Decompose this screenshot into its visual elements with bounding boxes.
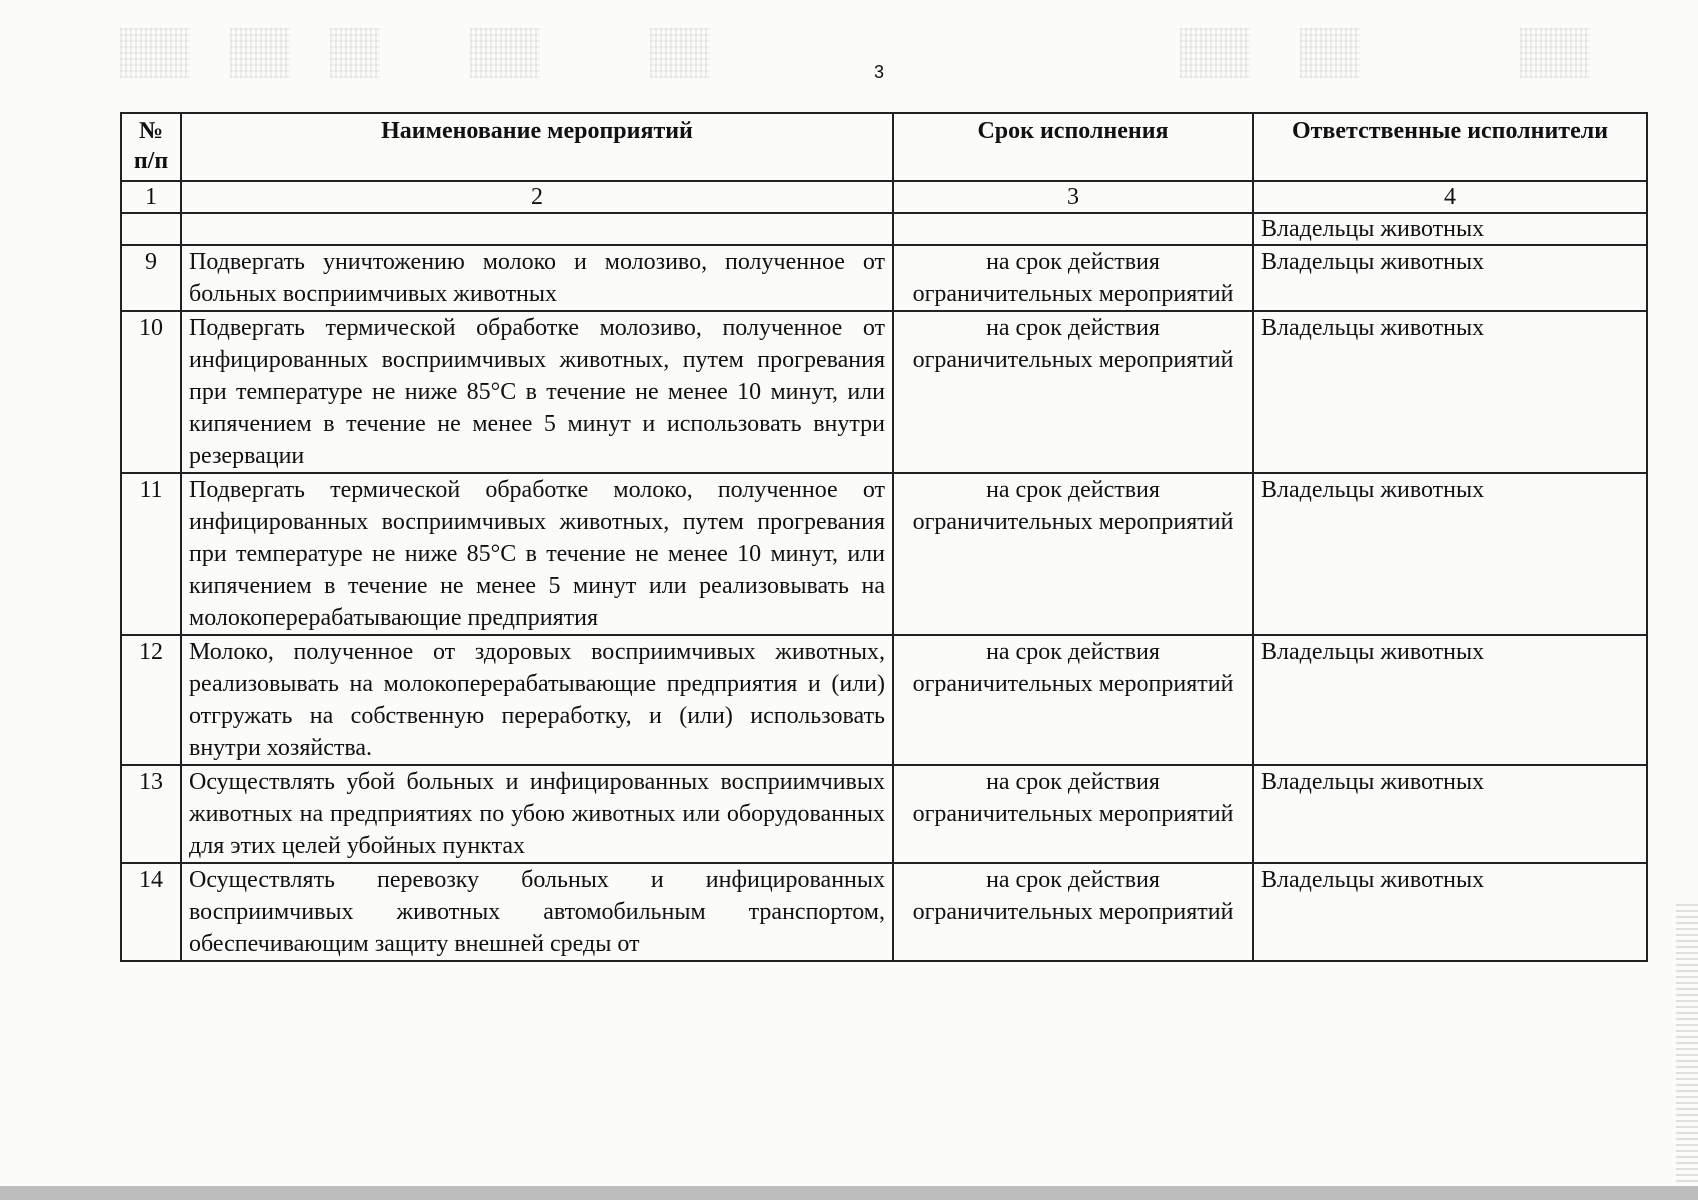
term-cell: на срок действия ограничительных мероприятий [893, 311, 1253, 473]
scan-noise [330, 28, 380, 78]
empty-cell [893, 213, 1253, 245]
continuation-row [121, 213, 1647, 245]
empty-cell [181, 213, 893, 245]
column-index-row [121, 181, 1647, 213]
header-name: Наименование мероприятий [181, 113, 893, 181]
row-number: 14 [121, 863, 181, 961]
column-index: 3 [893, 181, 1253, 213]
row-number: 11 [121, 473, 181, 635]
table-row [121, 245, 1647, 311]
measure-name: Подвергать термической обработке молоко, полученное от инфицированных восприимчивых животных, путем прогревания при температуре не ниже 85°С в течение не менее 10 минут, или кипячением в течение не менее 5 минут или реализовывать на молокоперерабатывающие предприятия [181, 473, 893, 635]
scan-noise [1676, 900, 1698, 1200]
header-num: № п/п [121, 113, 181, 181]
scan-noise [1520, 28, 1590, 78]
scan-noise [650, 28, 710, 78]
measure-name: Молоко, полученное от здоровых восприимчивых животных, реализовывать на молокоперерабатывающие предприятия и (или) отгружать на собственную переработку, и (или) использовать внутри хозяйства. [181, 635, 893, 765]
responsible-cell: Владельцы животных [1253, 311, 1647, 473]
measures-table [120, 112, 1648, 962]
term-cell: на срок действия ограничительных мероприятий [893, 245, 1253, 311]
term-cell: на срок действия ограничительных мероприятий [893, 765, 1253, 863]
scan-noise [120, 28, 190, 78]
scan-noise [470, 28, 540, 78]
measure-name: Подвергать уничтожению молоко и молозиво, полученное от больных восприимчивых животных [181, 245, 893, 311]
column-index: 1 [121, 181, 181, 213]
row-number: 9 [121, 245, 181, 311]
term-cell: на срок действия ограничительных мероприятий [893, 863, 1253, 961]
table-row [121, 473, 1647, 635]
column-index: 2 [181, 181, 893, 213]
table-row [121, 311, 1647, 473]
page-number: 3 [874, 62, 885, 82]
responsible-cell: Владельцы животных [1253, 765, 1647, 863]
row-number: 10 [121, 311, 181, 473]
responsible-cell: Владельцы животных [1253, 213, 1647, 245]
row-number: 13 [121, 765, 181, 863]
term-cell: на срок действия ограничительных мероприятий [893, 635, 1253, 765]
table-header-row [121, 113, 1647, 181]
responsible-cell: Владельцы животных [1253, 863, 1647, 961]
row-number: 12 [121, 635, 181, 765]
scan-noise [1300, 28, 1360, 78]
table-row [121, 765, 1647, 863]
term-cell: на срок действия ограничительных мероприятий [893, 473, 1253, 635]
table-row [121, 635, 1647, 765]
measure-name: Осуществлять убой больных и инфицированных восприимчивых животных на предприятиях по убою животных или оборудованных для этих целей убойных пунктах [181, 765, 893, 863]
empty-cell [121, 213, 181, 245]
header-responsible: Ответственные исполнители [1253, 113, 1647, 181]
measure-name: Подвергать термической обработке молозиво, полученное от инфицированных восприимчивых животных, путем прогревания при температуре не ниже 85°С в течение не менее 10 минут, или кипячением в течение не менее 5 минут и использовать внутри резервации [181, 311, 893, 473]
scan-border [0, 1186, 1698, 1200]
scan-noise [1180, 28, 1250, 78]
responsible-cell: Владельцы животных [1253, 245, 1647, 311]
responsible-cell: Владельцы животных [1253, 635, 1647, 765]
scan-noise [230, 28, 290, 78]
table-row [121, 863, 1647, 961]
responsible-cell: Владельцы животных [1253, 473, 1647, 635]
column-index: 4 [1253, 181, 1647, 213]
measure-name: Осуществлять перевозку больных и инфицированных восприимчивых животных автомобильным транспортом, обеспечивающим защиту внешней среды от [181, 863, 893, 961]
header-term: Срок исполнения [893, 113, 1253, 181]
